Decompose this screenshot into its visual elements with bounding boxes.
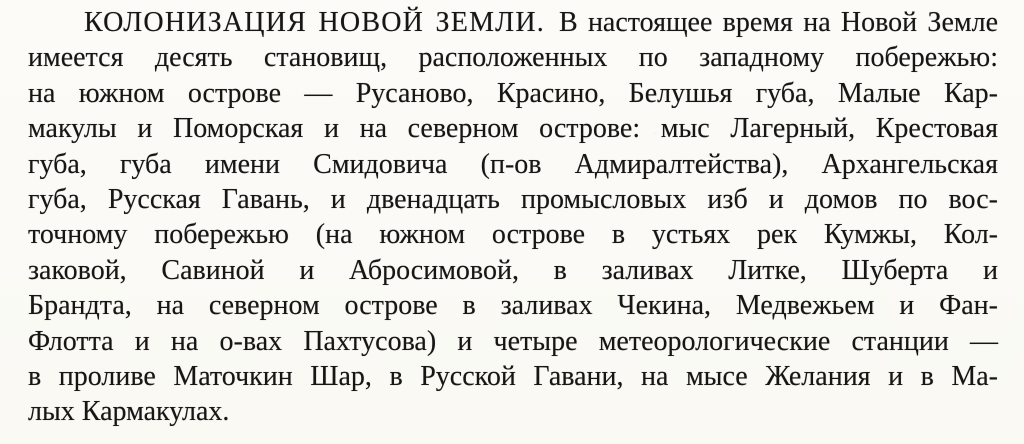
paragraph-line-12: лых Кармакулах. — [28, 396, 230, 428]
paragraph-line-5: губа, губа имени Смидовича (п-ов Адмиралтейства), Архангельская — [28, 148, 998, 180]
paragraph-line-10: Флотта и на о-вах Пахтусова) и четыре метеорологические станции — — [28, 325, 998, 357]
paragraph-line-8: заковой, Савиной и Абросимовой, в заливах Литке, Шуберта и — [28, 254, 998, 286]
paragraph-line-3: на южном острове — Русаново, Красино, Белушья губа, Малые Кар- — [28, 77, 998, 109]
paragraph-line-1 — [28, 5, 998, 40]
paragraph-line-7: точному побережью (на южном острове в устьях рек Кумжы, Кол- — [28, 219, 998, 251]
paragraph-line-6: губа, Русская Гавань, и двенадцать промысловых изб и домов по вос- — [28, 183, 998, 215]
paragraph-line-2: имеется десять становищ, расположенных по западному побережью: — [28, 42, 998, 74]
article-title: КОЛОНИЗАЦИЯ НОВОЙ ЗЕМЛИ. — [84, 7, 545, 38]
paragraph-line-4: макулы и Поморская и на северном острове: мыс Лагерный, Крестовая — [28, 113, 998, 145]
paragraph-line-9: Брандта, на северном острове в заливах Чекина, Медвежьем и Фан- — [28, 290, 998, 322]
paragraph-line-11: в проливе Маточкин Шар, в Русской Гавани, на мысе Желания и в Ма- — [28, 360, 998, 392]
paragraph-line-1-text: В настоящее время на Новой Земле — [558, 7, 998, 38]
